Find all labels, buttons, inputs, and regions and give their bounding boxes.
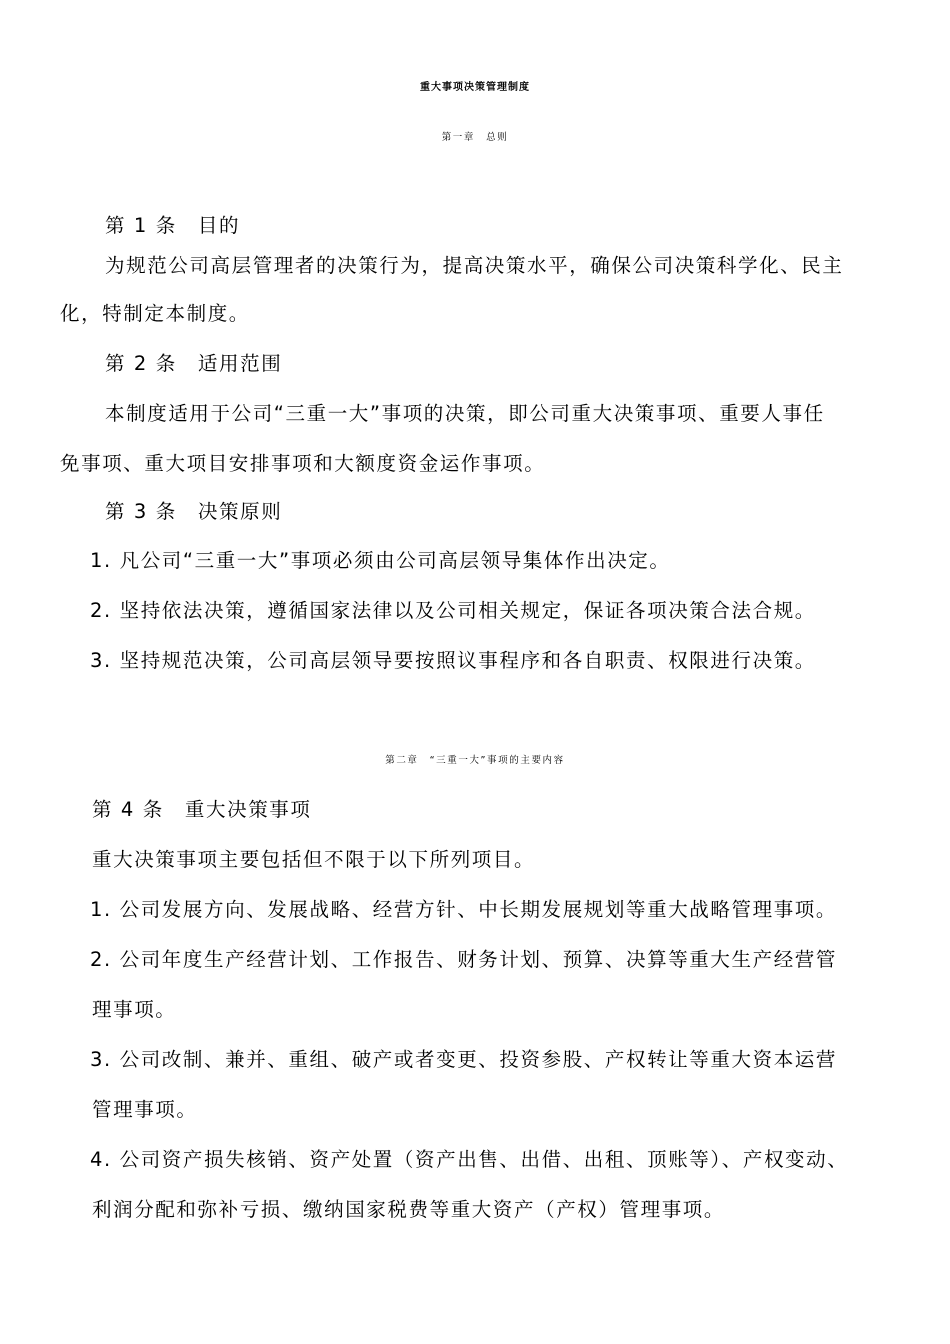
chapter-1-heading: 第一章 总则 <box>441 132 509 143</box>
article-1-text-line-2: 化，特制定本制度。 <box>60 302 250 325</box>
article-4-item-3-line-1: 3. 公司改制、兼并、重组、破产或者变更、投资参股、产权转让等重大资本运营 <box>90 1048 838 1071</box>
article-3-heading: 第 3 条 决策原则 <box>105 500 283 523</box>
article-4-intro: 重大决策事项主要包括但不限于以下所列项目。 <box>92 848 536 871</box>
article-2-text-line-1: 本制度适用于公司“三重一大”事项的决策，即公司重大决策事项、重要人事任 <box>105 402 825 425</box>
article-3-item-1: 1. 凡公司“三重一大”事项必须由公司高层领导集体作出决定。 <box>90 549 671 572</box>
chapter-2-heading: 第二章 “三重一大”事项的主要内容 <box>385 755 565 766</box>
article-4-item-4-line-1: 4. 公司资产损失核销、资产处置（资产出售、出借、出租、顶账等）、产权变动、 <box>90 1148 849 1171</box>
article-2-heading: 第 2 条 适用范围 <box>105 352 283 375</box>
article-4-item-2-line-1: 2. 公司年度生产经营计划、工作报告、财务计划、预算、决算等重大生产经营管 <box>90 948 838 971</box>
document-title: 重大事项决策管理制度 <box>420 82 530 93</box>
article-4-heading: 第 4 条 重大决策事项 <box>92 798 312 821</box>
article-4-item-4-line-2: 利润分配和弥补亏损、缴纳国家税费等重大资产（产权）管理事项。 <box>92 1198 726 1221</box>
article-4-item-3-line-2: 管理事项。 <box>92 1098 198 1121</box>
article-4-item-1: 1. 公司发展方向、发展战略、经营方针、中长期发展规划等重大战略管理事项。 <box>90 898 838 921</box>
article-3-item-3: 3. 坚持规范决策，公司高层领导要按照议事程序和各自职责、权限进行决策。 <box>90 649 816 672</box>
article-1-heading: 第 1 条 目的 <box>105 214 241 237</box>
article-3-item-2: 2. 坚持依法决策，遵循国家法律以及公司相关规定，保证各项决策合法合规。 <box>90 599 816 622</box>
article-1-text-line-1: 为规范公司高层管理者的决策行为，提高决策水平，确保公司决策科学化、民主 <box>105 254 844 277</box>
article-4-item-2-line-2: 理事项。 <box>92 998 177 1021</box>
article-2-text-line-2: 免事项、重大项目安排事项和大额度资金运作事项。 <box>60 452 546 475</box>
